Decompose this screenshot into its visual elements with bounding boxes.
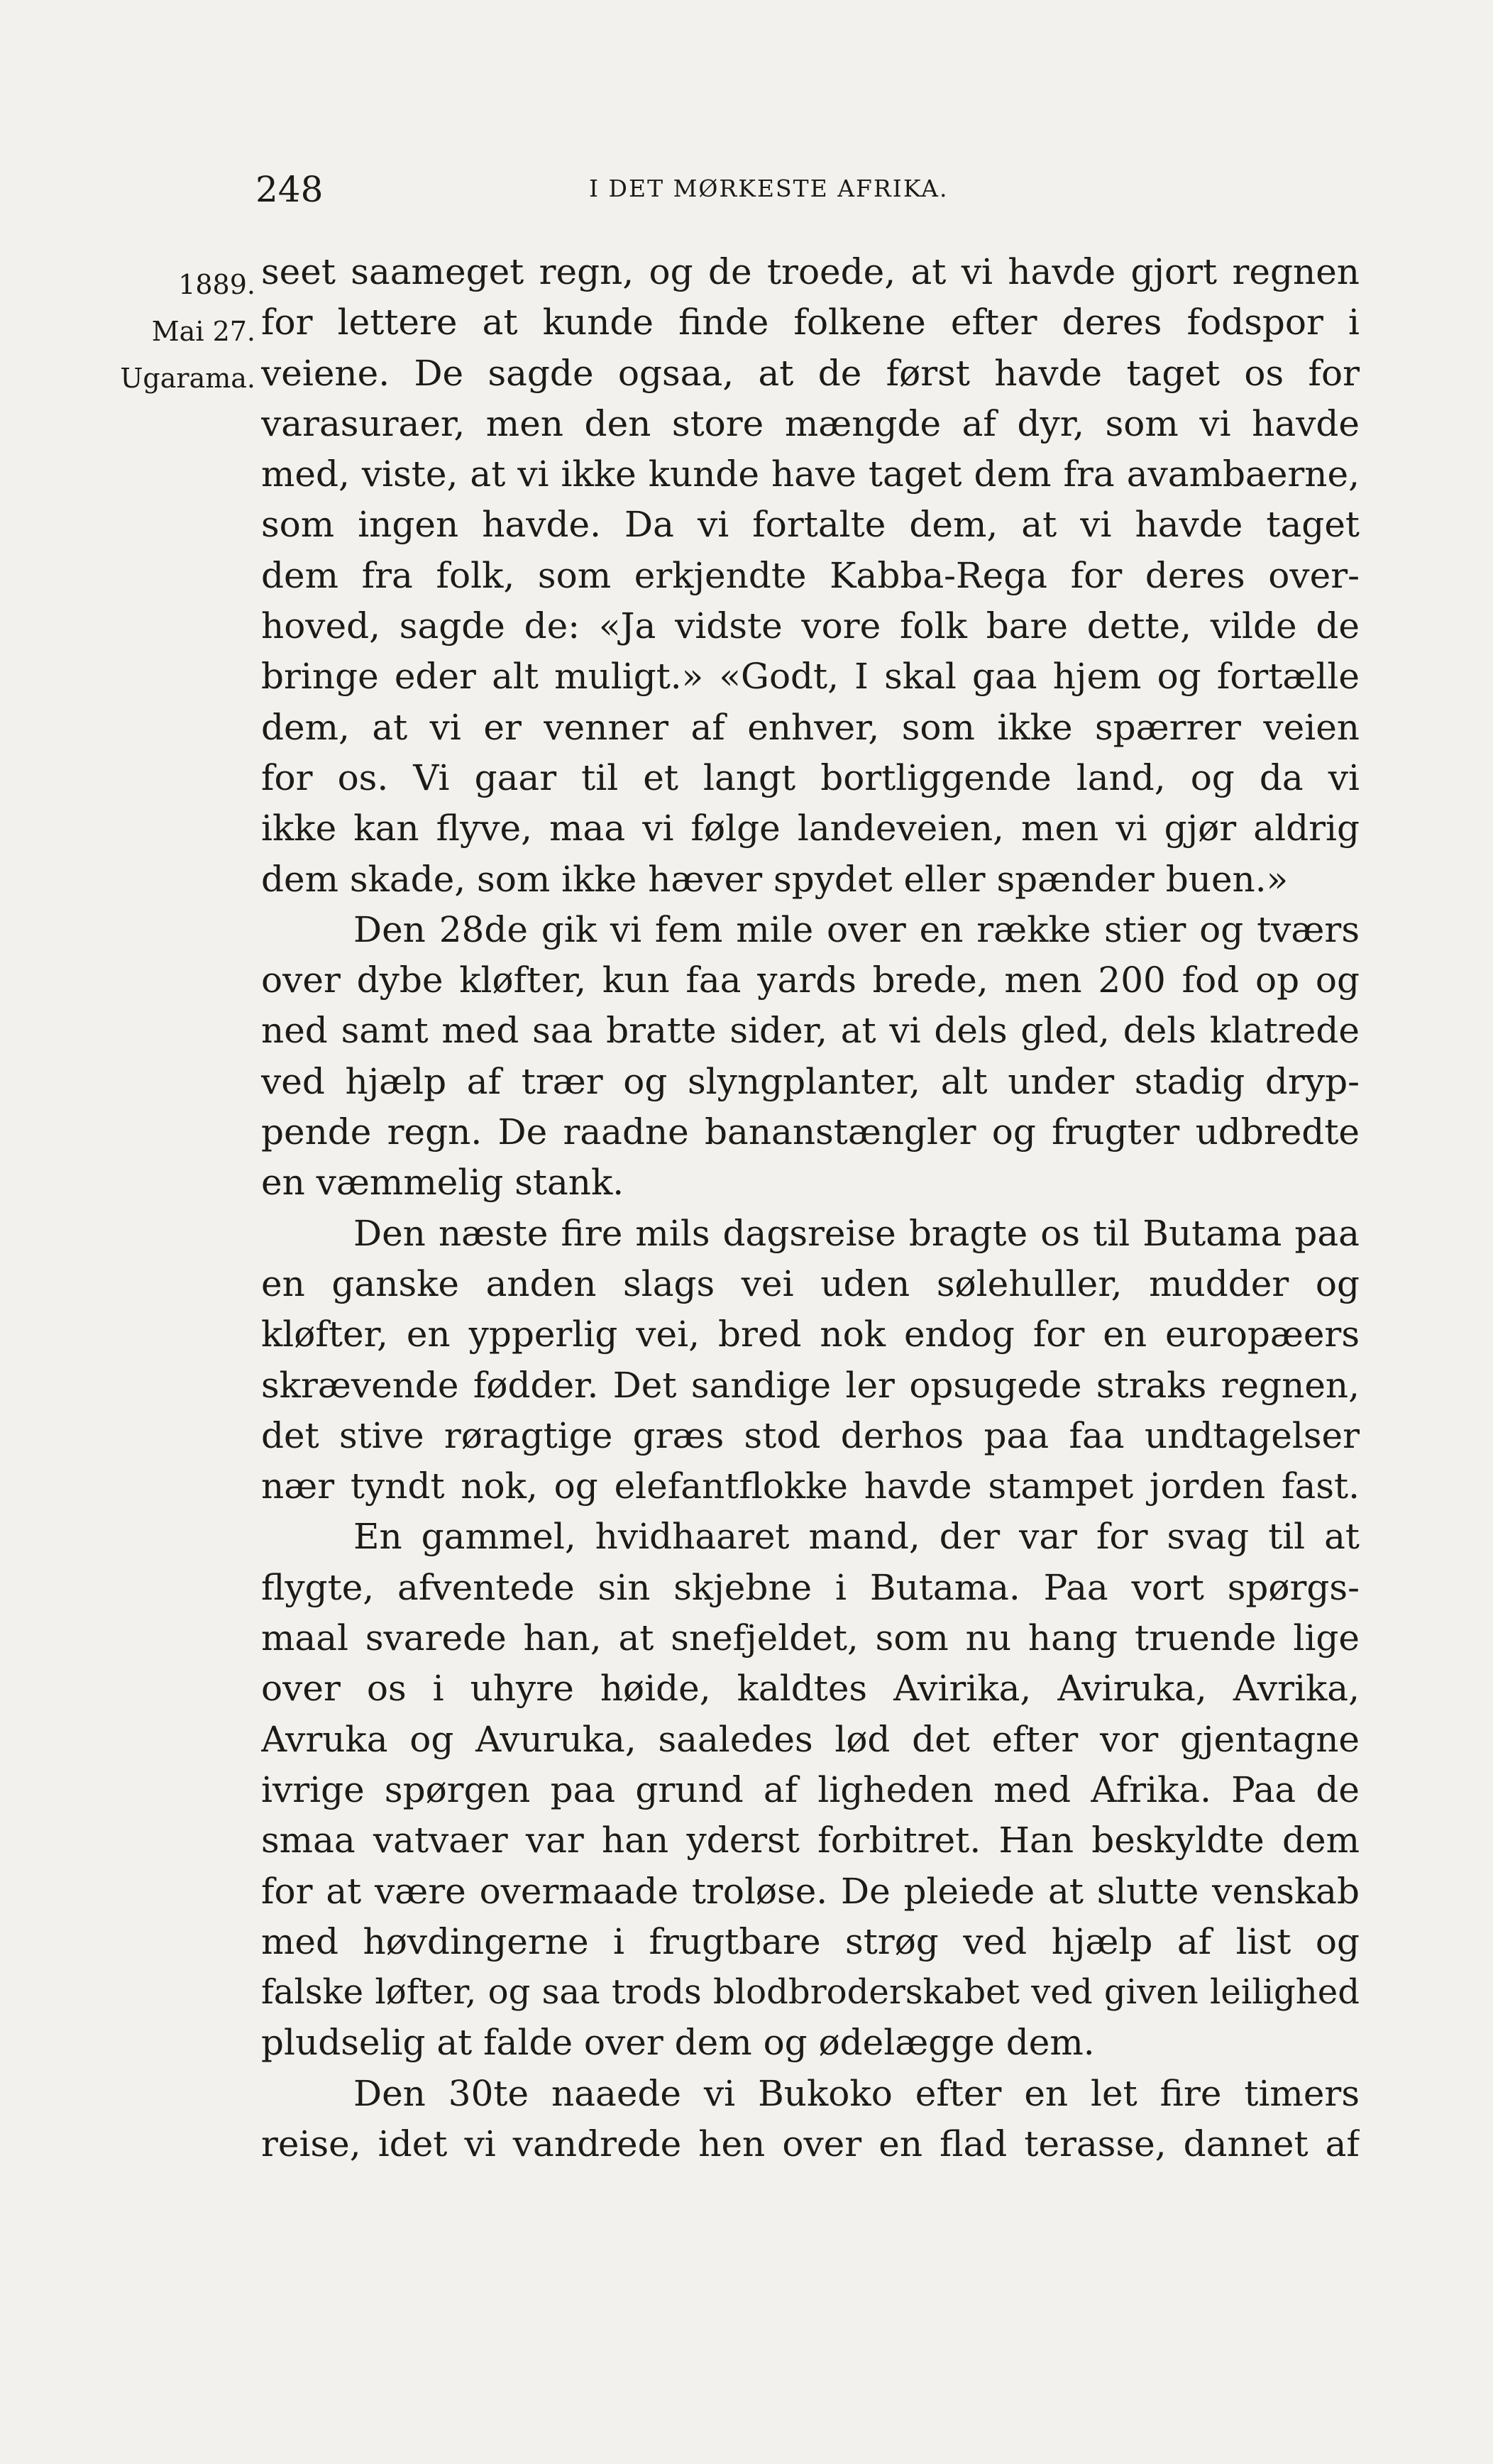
text-line: hoved, sagde de: «Ja vidste vore folk bare dette, vilde de [261, 605, 1360, 647]
text-line: pende regn. De raadne bananstængler og frugter udbredte [261, 1111, 1360, 1153]
text-line: flygte, afventede sin skjebne i Butama. Paa vort spørgs- [261, 1566, 1360, 1608]
running-title: I DET MØRKESTE AFRIKA. [589, 175, 949, 202]
text-line: kløfter, en ypperlig vei, bred nok endog for en europæers [261, 1314, 1360, 1355]
text-line: dem, at vi er venner af enhver, som ikke spærrer veien [261, 706, 1360, 748]
margin-note [106, 261, 255, 402]
text-line: med, viste, at vi ikke kunde have taget dem fra avambaerne, [261, 453, 1360, 495]
body-text [261, 247, 1360, 2169]
text-line: En gammel, hvidhaaret mand, der var for svag til at [353, 1516, 1360, 1558]
text-line: smaa vatvaer var han yderst forbitret. Han beskyldte dem [261, 1820, 1360, 1861]
text-line: over os i uhyre høide, kaldtes Avirika, Aviruka, Avrika, [261, 1668, 1360, 1710]
text-line: dem skade, som ikke hæver spydet eller spænder buen.» [261, 858, 1289, 900]
text-line: for at være overmaade troløse. De pleiede at slutte venskab [261, 1870, 1360, 1912]
page-number: 248 [255, 169, 324, 210]
text-line: ivrige spørgen paa grund af ligheden med Afrika. Paa de [261, 1769, 1360, 1810]
text-line: ned samt med saa bratte sider, at vi dels gled, dels klatrede [261, 1010, 1360, 1052]
text-line: nær tyndt nok, og elefantflokke havde stampet jorden fast. [261, 1465, 1360, 1507]
text-line: det stive røragtige græs stod derhos paa faa undtagelser [261, 1414, 1360, 1456]
text-line: Den næste fire mils dagsreise bragte os til Butama paa [353, 1212, 1360, 1254]
text-line: en væmmelig stank. [261, 1162, 624, 1204]
text-line: maal svarede han, at snefjeldet, som nu hang truende lige [261, 1617, 1360, 1659]
text-line: for lettere at kunde finde folkene efter deres fodspor i [261, 302, 1360, 343]
text-line: varasuraer, men den store mængde af dyr, som vi havde [261, 402, 1360, 444]
text-line: Den 28de gik vi fem mile over en række stier og tværs [353, 908, 1360, 950]
text-line: dem fra folk, som erkjendte Kabba-Rega for deres over- [261, 554, 1360, 596]
text-line: for os. Vi gaar til et langt bortliggende land, og da vi [261, 757, 1360, 798]
text-line: veiene. De sagde ogsaa, at de først havde taget os for [261, 352, 1360, 394]
margin-note-date: Mai 27. [151, 316, 255, 347]
text-line: Avruka og Avuruka, saaledes lød det efter vor gjentagne [261, 1718, 1360, 1760]
text-line: Den 30te naaede vi Bukoko efter en let fire timers [353, 2072, 1360, 2114]
text-line: skrævende fødder. Det sandige ler opsugede straks regnen, [261, 1364, 1360, 1406]
text-line: som ingen havde. Da vi fortalte dem, at vi havde taget [261, 504, 1360, 546]
text-line: seet saameget regn, og de troede, at vi havde gjort regnen [261, 251, 1360, 292]
text-line: falske løfter, og saa trods blodbroderskabet ved given leilighed [261, 1972, 1360, 2013]
text-line: pludselig at falde over dem og ødelægge dem. [261, 2022, 1095, 2064]
text-line: ikke kan flyve, maa vi følge landeveien, men vi gjør aldrig [261, 808, 1360, 849]
text-line: reise, idet vi vandrede hen over en flad terasse, dannet af [261, 2123, 1360, 2165]
margin-note-place: Ugarama. [120, 363, 255, 394]
text-line: en ganske anden slags vei uden sølehuller, mudder og [261, 1263, 1360, 1304]
margin-note-year: 1889. [178, 269, 255, 300]
page-header [255, 169, 1362, 211]
text-line: ved hjælp af trær og slyngplanter, alt under stadig dryp- [261, 1060, 1360, 1102]
text-line: bringe eder alt muligt.» «Godt, I skal gaa hjem og fortælle [261, 656, 1360, 698]
text-line: over dybe kløfter, kun faa yards brede, men 200 fod op og [261, 959, 1360, 1001]
text-line: med høvdingerne i frugtbare strøg ved hjælp af list og [261, 1920, 1360, 1962]
